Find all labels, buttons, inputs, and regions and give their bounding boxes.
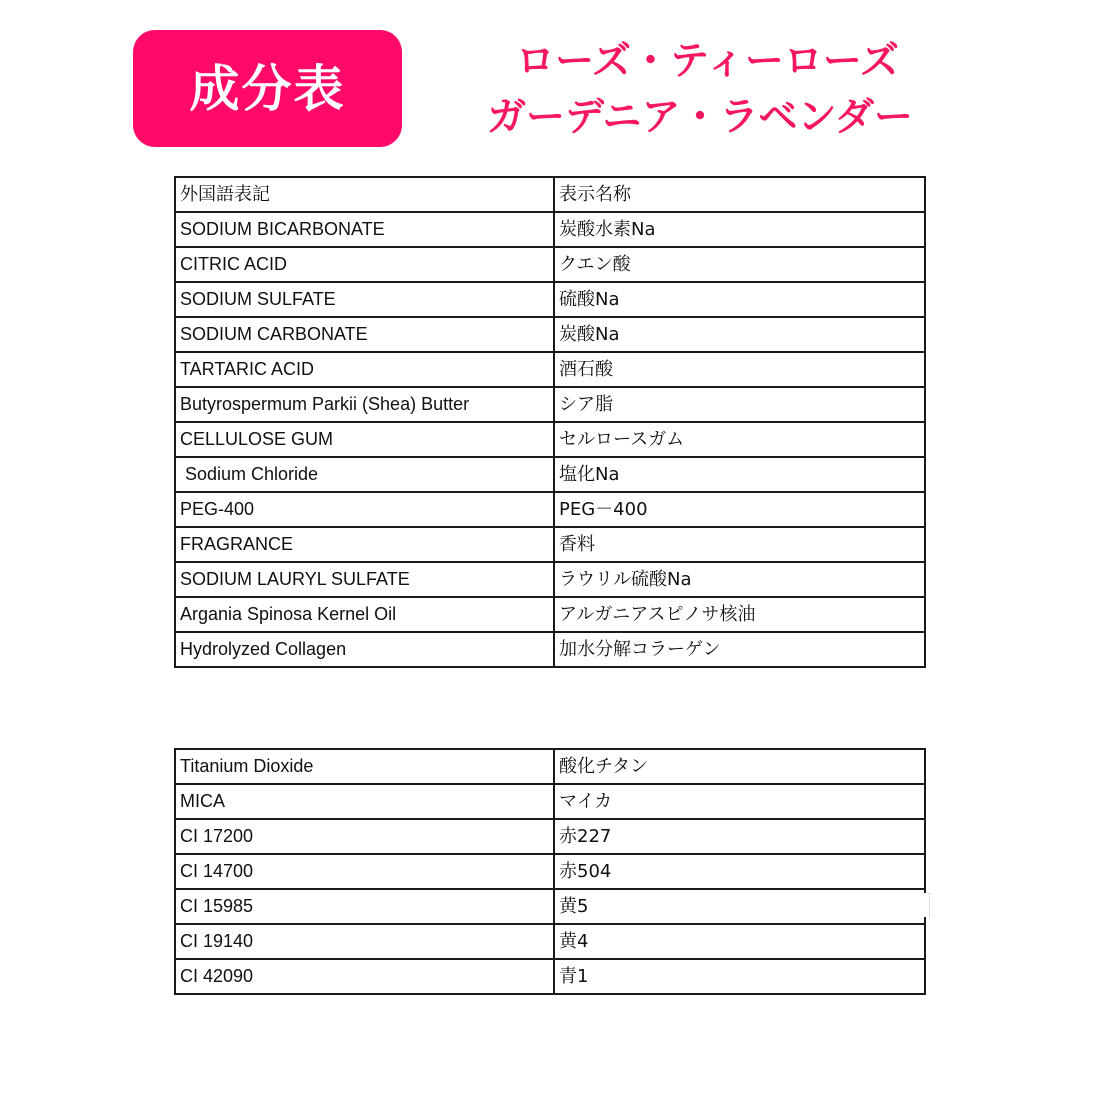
border-gap-artifact (921, 893, 927, 917)
foreign-name-cell: Argania Spinosa Kernel Oil (175, 597, 554, 632)
table-row (175, 247, 925, 282)
ingredients-badge (133, 30, 402, 147)
table-row (175, 632, 925, 667)
table-row (175, 492, 925, 527)
header-display-name: 表示名称 (554, 177, 925, 212)
display-name-cell: PEG－400 (554, 492, 925, 527)
badge-label: 成分表 (189, 59, 346, 118)
display-name-cell: 黄4 (554, 924, 925, 959)
title-line-2: ガーデニア・ラベンダー (487, 95, 913, 140)
ingredients-table (174, 176, 926, 668)
display-name-cell: 酸化チタン (554, 749, 925, 784)
display-name-cell: 塩化Na (554, 457, 925, 492)
display-name-cell: 黄5 (554, 889, 925, 924)
display-name-cell: 赤504 (554, 854, 925, 889)
foreign-name-cell: CI 17200 (175, 819, 554, 854)
foreign-name-cell: TARTARIC ACID (175, 352, 554, 387)
foreign-name-cell: CI 19140 (175, 924, 554, 959)
table-row (175, 527, 925, 562)
colorants-table (174, 748, 926, 995)
display-name-cell: 硫酸Na (554, 282, 925, 317)
foreign-name-cell: PEG-400 (175, 492, 554, 527)
table-row (175, 387, 925, 422)
table-row (175, 924, 925, 959)
table-row (175, 597, 925, 632)
display-name-cell: 青1 (554, 959, 925, 994)
foreign-name-cell: Sodium Chloride (175, 457, 554, 492)
foreign-name-cell: SODIUM CARBONATE (175, 317, 554, 352)
header-foreign-name: 外国語表記 (175, 177, 554, 212)
table-row (175, 422, 925, 457)
foreign-name-cell: CELLULOSE GUM (175, 422, 554, 457)
foreign-name-cell: CI 42090 (175, 959, 554, 994)
foreign-name-cell: Titanium Dioxide (175, 749, 554, 784)
foreign-name-cell: SODIUM SULFATE (175, 282, 554, 317)
foreign-name-cell: CI 14700 (175, 854, 554, 889)
display-name-cell: 炭酸水素Na (554, 212, 925, 247)
display-name-cell: アルガニアスピノサ核油 (554, 597, 925, 632)
foreign-name-cell: CI 15985 (175, 889, 554, 924)
display-name-cell: 香料 (554, 527, 925, 562)
display-name-cell: 酒石酸 (554, 352, 925, 387)
table-row (175, 749, 925, 784)
title-line-1: ローズ・ティーローズ (516, 39, 899, 84)
table-row (175, 212, 925, 247)
display-name-cell: マイカ (554, 784, 925, 819)
table-row (175, 317, 925, 352)
table-row (175, 562, 925, 597)
table-row (175, 352, 925, 387)
display-name-cell: クエン酸 (554, 247, 925, 282)
table-row (175, 959, 925, 994)
table-header-row (175, 177, 925, 212)
foreign-name-cell: CITRIC ACID (175, 247, 554, 282)
foreign-name-cell: SODIUM BICARBONATE (175, 212, 554, 247)
display-name-cell: 加水分解コラーゲン (554, 632, 925, 667)
table-row (175, 854, 925, 889)
foreign-name-cell: Butyrospermum Parkii (Shea) Butter (175, 387, 554, 422)
foreign-name-cell: FRAGRANCE (175, 527, 554, 562)
table-row (175, 889, 925, 924)
foreign-name-cell: MICA (175, 784, 554, 819)
table-row (175, 784, 925, 819)
product-title (470, 34, 950, 146)
foreign-name-cell: SODIUM LAURYL SULFATE (175, 562, 554, 597)
display-name-cell: セルロースガム (554, 422, 925, 457)
display-name-cell: ラウリル硫酸Na (554, 562, 925, 597)
table-row (175, 282, 925, 317)
display-name-cell: 炭酸Na (554, 317, 925, 352)
display-name-cell: シア脂 (554, 387, 925, 422)
table-row (175, 457, 925, 492)
foreign-name-cell: Hydrolyzed Collagen (175, 632, 554, 667)
display-name-cell: 赤227 (554, 819, 925, 854)
table-row (175, 819, 925, 854)
